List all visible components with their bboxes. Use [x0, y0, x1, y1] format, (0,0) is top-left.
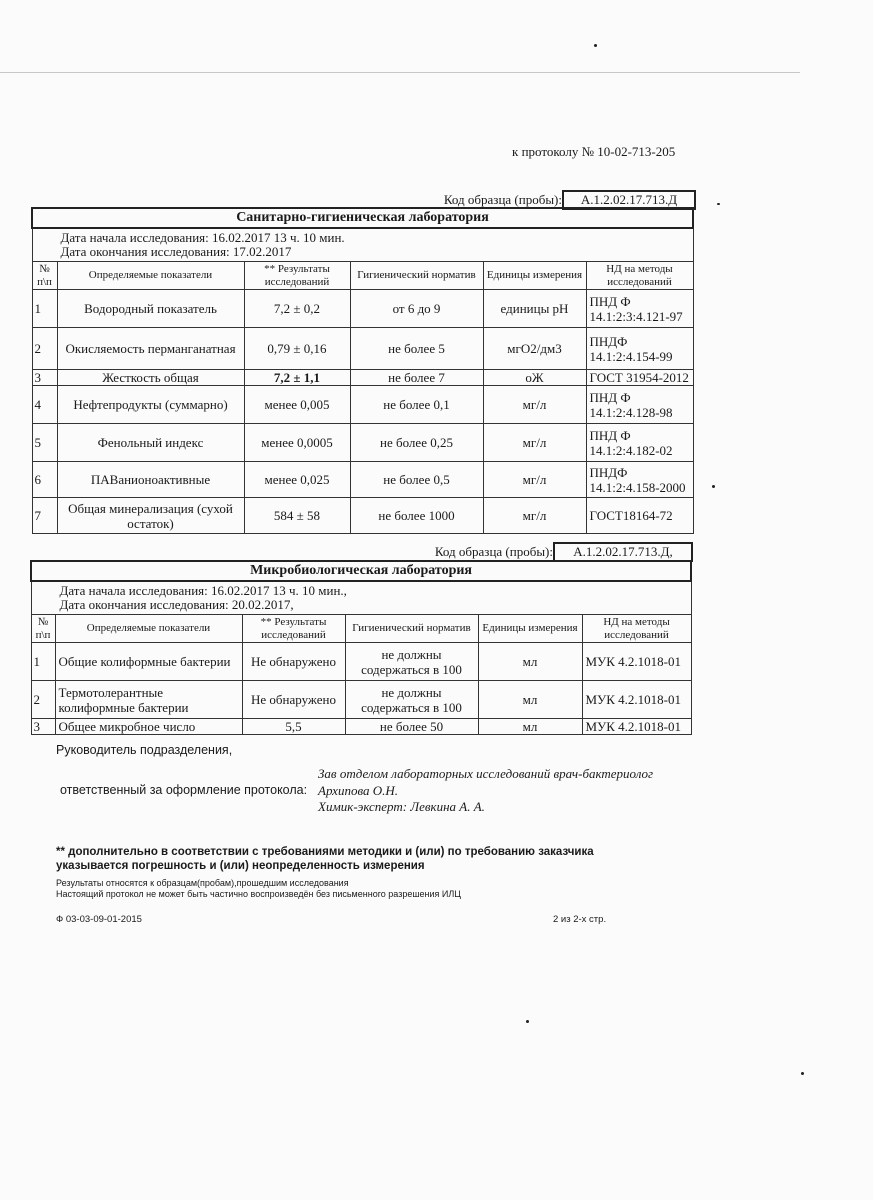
row-method: ПНД Ф 14.1:2:4.128-98	[586, 386, 693, 424]
scan-speck	[801, 1072, 804, 1075]
table-title: Микробиологическая лаборатория	[31, 561, 691, 581]
row-indicator: Фенольный индекс	[57, 424, 244, 462]
row-result: 584 ± 58	[244, 498, 350, 534]
table-row	[31, 719, 691, 735]
header-method: НД на методы исследований	[582, 615, 691, 643]
sample-code-label: Код образца (пробы):	[443, 192, 562, 207]
person1-name: Архипова О.Н.	[318, 783, 399, 798]
table-row	[32, 328, 693, 370]
table-row	[31, 681, 691, 719]
row-result: Не обнаружено	[242, 643, 345, 681]
protocol-reference: к протоколу № 10-02-713-205	[512, 144, 676, 159]
row-indicator: Общие колиформные бактерии	[55, 643, 242, 681]
row-norm: не более 7	[350, 370, 483, 386]
row-indicator: Общая минерализация (сухой остаток)	[57, 498, 244, 534]
row-indicator: Жесткость общая	[57, 370, 244, 386]
header-indicator: Определяемые показатели	[57, 262, 244, 290]
row-result: менее 0,025	[244, 462, 350, 498]
row-norm: от 6 до 9	[350, 290, 483, 328]
date-end: Дата окончания исследования: 17.02.2017	[60, 244, 292, 259]
micro-lab-table	[30, 560, 692, 735]
row-number: 4	[32, 386, 57, 424]
sample-code-row	[300, 544, 553, 560]
row-unit: мл	[478, 643, 582, 681]
header-unit: Единицы измерения	[478, 615, 582, 643]
row-number: 3	[32, 370, 57, 386]
person1-role: Зав отделом лабораторных исследований врач-бактериолог	[318, 766, 654, 781]
row-number: 1	[31, 643, 55, 681]
row-unit: единицы рН	[483, 290, 586, 328]
row-unit: мг/л	[483, 462, 586, 498]
row-number: 6	[32, 462, 57, 498]
row-unit: мг/л	[483, 386, 586, 424]
table-title: Санитарно-гигиеническая лаборатория	[32, 208, 693, 228]
row-unit: мг/л	[483, 424, 586, 462]
row-norm: не более 1000	[350, 498, 483, 534]
row-result: менее 0,0005	[244, 424, 350, 462]
row-unit: мл	[478, 681, 582, 719]
row-number: 2	[31, 681, 55, 719]
date-start: Дата начала исследования: 16.02.2017 13 ч. 10 мин.	[60, 230, 345, 245]
date-start: Дата начала исследования: 16.02.2017 13 ч. 10 мин.,	[59, 583, 347, 598]
header-indicator: Определяемые показатели	[55, 615, 242, 643]
form-code: Ф 03-03-09-01-2015	[56, 914, 142, 925]
header-number: № п\п	[31, 615, 55, 643]
row-method: ПНДФ 14.1:2:4.158-2000	[586, 462, 693, 498]
row-unit: оЖ	[483, 370, 586, 386]
scan-speck	[717, 203, 720, 205]
row-norm: не более 0,1	[350, 386, 483, 424]
header-norm: Гигиенический норматив	[350, 262, 483, 290]
sample-code-box: А.1.2.02.17.713.Д,	[553, 542, 693, 562]
table-row	[32, 370, 693, 386]
table-row	[32, 386, 693, 424]
scan-edge-line	[0, 72, 800, 73]
row-indicator: Термотолерантные колиформные бактерии	[55, 681, 242, 719]
header-unit: Единицы измерения	[483, 262, 586, 290]
row-method: МУК 4.2.1018-01	[582, 681, 691, 719]
head-label: Руководитель подразделения,	[56, 743, 233, 757]
table-row	[32, 462, 693, 498]
row-unit: мл	[478, 719, 582, 735]
row-method: ПНД Ф 14.1:2:4.182-02	[586, 424, 693, 462]
row-indicator: ПАВанионоактивные	[57, 462, 244, 498]
copy-note: Настоящий протокол не может быть частично воспроизведён без письменного разрешения ИЛЦ	[56, 889, 461, 899]
sample-code-label: Код образца (пробы):	[434, 544, 553, 559]
table-row	[32, 290, 693, 328]
table-row	[32, 424, 693, 462]
scan-speck	[712, 485, 715, 488]
header-number: № п\п	[32, 262, 57, 290]
scan-speck	[526, 1020, 529, 1023]
row-number: 2	[32, 328, 57, 370]
results-note: Результаты относятся к образцам(пробам),прошедшим исследования	[56, 878, 349, 888]
page-number: 2 из 2-х стр.	[553, 914, 607, 925]
row-method: ГОСТ18164-72	[586, 498, 693, 534]
row-result: 5,5	[242, 719, 345, 735]
footnote: ** дополнительно в соответствии с требованиями методики и (или) по требованию заказчика указывается погрешность и (или) неопределенность измерения	[56, 846, 594, 872]
row-unit: мг/л	[483, 498, 586, 534]
sanitary-lab-table	[31, 207, 694, 534]
row-indicator: Окисляемость перманганатная	[57, 328, 244, 370]
row-indicator: Нефтепродукты (суммарно)	[57, 386, 244, 424]
responsible-label: ответственный за оформление протокола:	[60, 783, 308, 797]
row-result: 7,2 ± 1,1	[244, 370, 350, 386]
row-method: ПНДФ 14.1:2:4.154-99	[586, 328, 693, 370]
row-method: ГОСТ 31954-2012	[586, 370, 693, 386]
row-result: 0,79 ± 0,16	[244, 328, 350, 370]
header-method: НД на методы исследований	[586, 262, 693, 290]
row-norm: не должны содержаться в 100	[345, 681, 478, 719]
sample-code-row	[300, 192, 562, 208]
sample-code-box: А.1.2.02.17.713.Д	[562, 190, 696, 210]
row-number: 5	[32, 424, 57, 462]
row-method: МУК 4.2.1018-01	[582, 719, 691, 735]
row-result: 7,2 ± 0,2	[244, 290, 350, 328]
table-row	[32, 498, 693, 534]
row-result: Не обнаружено	[242, 681, 345, 719]
row-norm: не более 0,25	[350, 424, 483, 462]
header-norm: Гигиенический норматив	[345, 615, 478, 643]
row-result: менее 0,005	[244, 386, 350, 424]
header-result: ** Результаты исследований	[242, 615, 345, 643]
research-dates	[32, 228, 693, 262]
row-number: 3	[31, 719, 55, 735]
row-indicator: Водородный показатель	[57, 290, 244, 328]
scan-speck	[594, 44, 597, 47]
row-unit: мгО2/дм3	[483, 328, 586, 370]
row-norm: не более 5	[350, 328, 483, 370]
table-row	[31, 643, 691, 681]
header-result: ** Результаты исследований	[244, 262, 350, 290]
date-end: Дата окончания исследования: 20.02.2017,	[59, 597, 294, 612]
row-method: ПНД Ф 14.1:2:3:4.121-97	[586, 290, 693, 328]
row-norm: не более 0,5	[350, 462, 483, 498]
row-norm: не более 50	[345, 719, 478, 735]
row-number: 7	[32, 498, 57, 534]
row-indicator: Общее микробное число	[55, 719, 242, 735]
row-norm: не должны содержаться в 100	[345, 643, 478, 681]
person2: Химик-эксперт: Левкина А. А.	[318, 799, 485, 814]
row-method: МУК 4.2.1018-01	[582, 643, 691, 681]
row-number: 1	[32, 290, 57, 328]
research-dates	[31, 581, 691, 615]
